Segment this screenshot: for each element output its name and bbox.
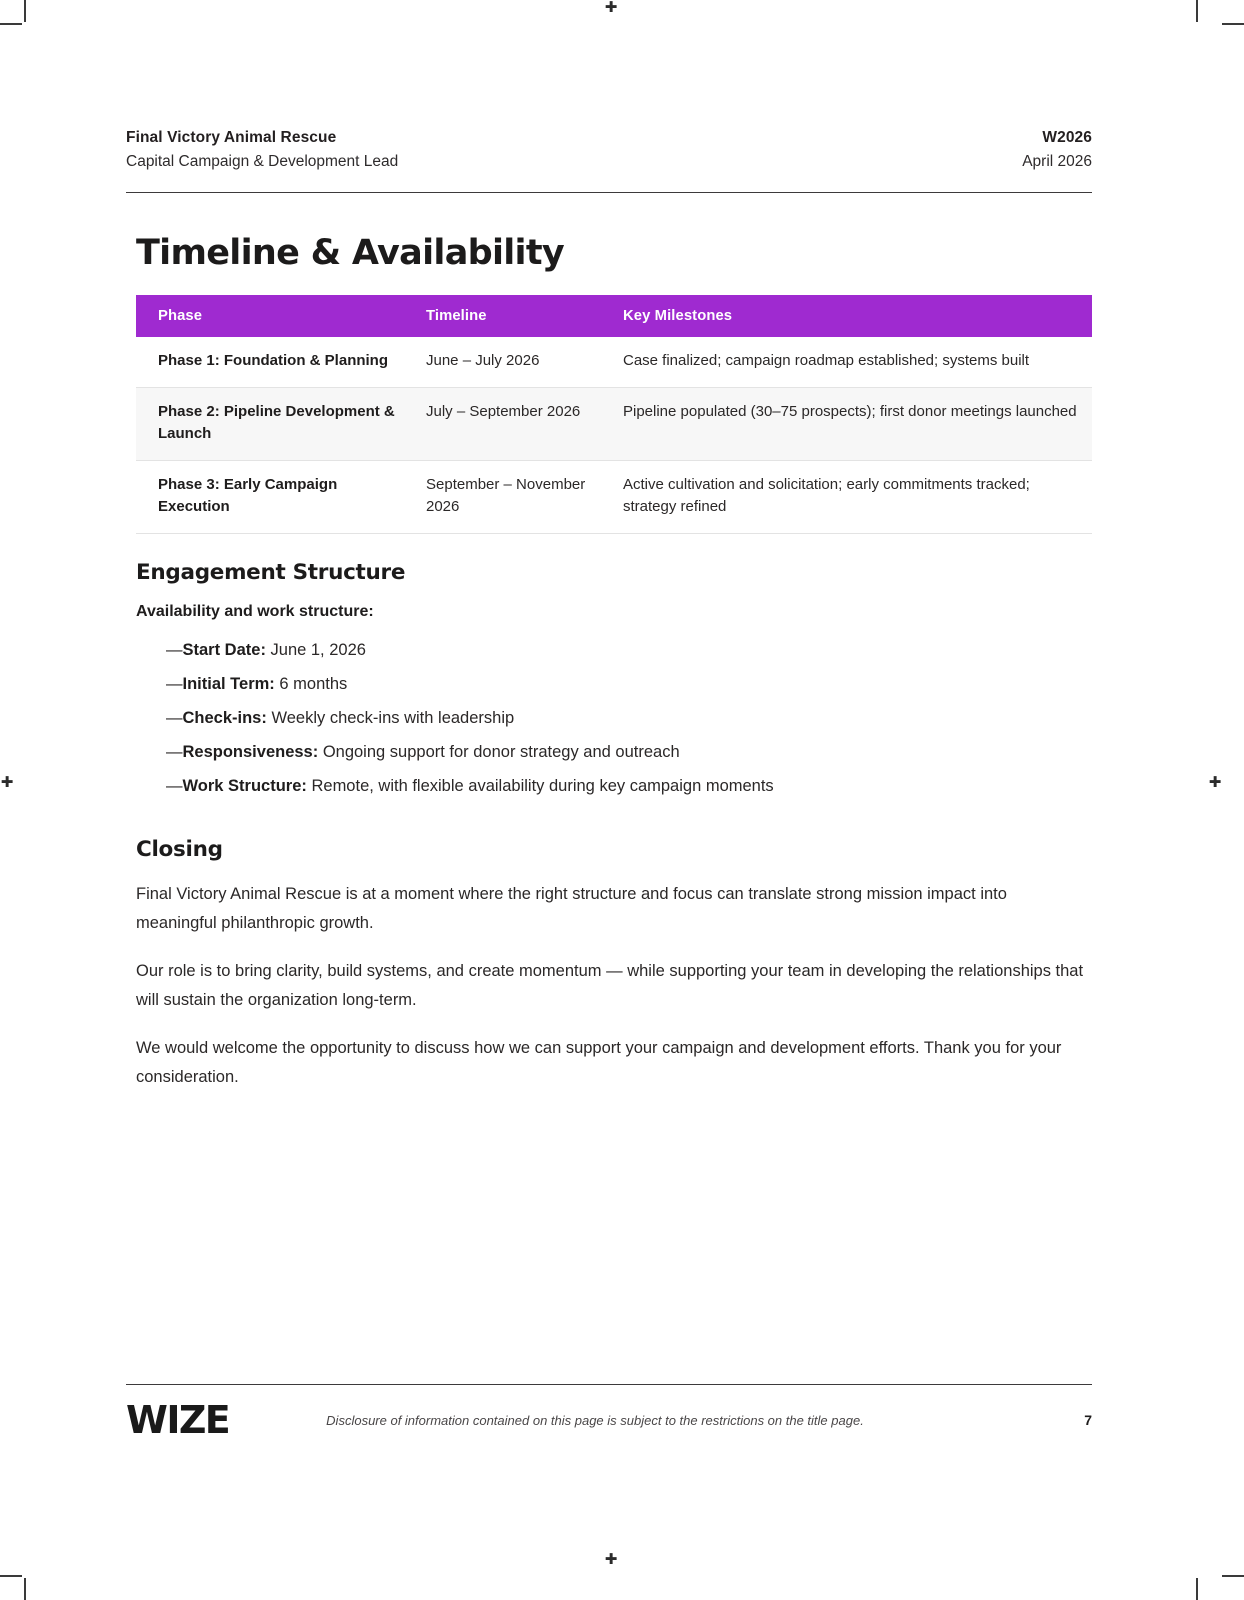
- crop-mark-top-left-horizontal: [0, 23, 22, 25]
- cell-milestones: Pipeline populated (30–75 prospects); first donor meetings launched: [623, 388, 1092, 461]
- page-footer: [126, 1384, 1092, 1442]
- cell-timeline: June – July 2026: [426, 337, 623, 388]
- engagement-role: Capital Campaign & Development Lead: [126, 153, 399, 170]
- table-header-row: [136, 295, 1092, 337]
- column-header-key-milestones: Key Milestones: [623, 295, 1092, 337]
- list-item-label: Work Structure:: [182, 777, 307, 795]
- list-item-value: Weekly check-ins with leadership: [266, 709, 515, 727]
- list-item-dash: —: [166, 743, 183, 761]
- table-row: [136, 461, 1092, 534]
- crop-mark-bottom-left-horizontal: [0, 1575, 22, 1577]
- running-header-left: [126, 126, 398, 174]
- list-item: [136, 633, 1092, 667]
- list-item-value: Ongoing support for donor strategy and outreach: [318, 743, 680, 761]
- column-header-timeline: Timeline: [426, 295, 623, 337]
- list-item-label: Check-ins:: [182, 709, 267, 727]
- closing-paragraph: Final Victory Animal Rescue is at a moment where the right structure and focus can translate strong mission impact into meaningful philanthropic growth.: [136, 885, 1007, 932]
- header-divider: [126, 192, 1092, 193]
- running-header-right: [1022, 126, 1092, 174]
- list-item-label: Start Date:: [182, 641, 266, 659]
- footer-disclosure-note: Disclosure of information contained on this page is subject to the restrictions on the title page.: [326, 1412, 864, 1428]
- list-item-label: Responsiveness:: [182, 743, 319, 761]
- timeline-table: [136, 295, 1092, 534]
- list-item-dash: —: [166, 641, 183, 659]
- list-item-label: Initial Term:: [182, 675, 275, 693]
- crop-mark-bottom-right-vertical: [1196, 1578, 1198, 1600]
- list-item: [136, 701, 1092, 735]
- cell-phase: Phase 1: Foundation & Planning: [136, 337, 426, 388]
- document-date: April 2026: [1022, 153, 1092, 170]
- wize-logo: WIZE: [126, 1398, 230, 1442]
- registration-mark-bottom: ✚: [604, 1550, 618, 1568]
- cell-timeline: July – September 2026: [426, 388, 623, 461]
- list-item-dash: —: [166, 709, 183, 727]
- table-row: [136, 388, 1092, 461]
- crop-mark-top-left-vertical: [24, 0, 26, 22]
- list-item-dash: —: [166, 675, 183, 693]
- client-organization-name: Final Victory Animal Rescue: [126, 129, 337, 146]
- page-title: Timeline & Availability: [136, 233, 564, 273]
- section-heading-closing: Closing: [136, 837, 223, 862]
- list-item: [136, 667, 1092, 701]
- registration-mark-left: ✚: [0, 773, 14, 791]
- crop-mark-top-right-vertical: [1196, 0, 1198, 22]
- list-item-value: Remote, with flexible availability during key campaign moments: [306, 777, 774, 795]
- crop-mark-bottom-left-vertical: [24, 1578, 26, 1600]
- cell-phase: Phase 2: Pipeline Development & Launch: [136, 388, 426, 461]
- document-code: W2026: [1042, 129, 1092, 146]
- column-header-phase: Phase: [136, 295, 426, 337]
- crop-mark-top-right-horizontal: [1222, 23, 1244, 25]
- list-item-value: 6 months: [274, 675, 348, 693]
- cell-milestones: Case finalized; campaign roadmap established; systems built: [623, 337, 1092, 388]
- list-item-dash: —: [166, 777, 183, 795]
- footer-divider: [126, 1384, 1092, 1385]
- cell-phase: Phase 3: Early Campaign Execution: [136, 461, 426, 534]
- cell-timeline: September – November 2026: [426, 461, 623, 534]
- page-number: 7: [1084, 1412, 1092, 1428]
- list-item: [136, 735, 1092, 769]
- closing-paragraph: Our role is to bring clarity, build systems, and create momentum — while supporting your team in developing the relationships that will sustain the organization long-term.: [136, 962, 1084, 1009]
- list-item: [136, 769, 1092, 803]
- table-row: [136, 337, 1092, 388]
- cell-milestones: Active cultivation and solicitation; early commitments tracked; strategy refined: [623, 461, 1092, 534]
- registration-mark-right: ✚: [1208, 773, 1222, 791]
- crop-mark-bottom-right-horizontal: [1222, 1575, 1244, 1577]
- engagement-list: [136, 633, 1092, 803]
- registration-mark-top: ✚: [604, 0, 618, 16]
- footer-row: [126, 1398, 1092, 1442]
- page-content: [126, 126, 1092, 1111]
- engagement-lead-in: Availability and work structure:: [136, 603, 374, 620]
- closing-paragraph: We would welcome the opportunity to discuss how we can support your campaign and development efforts. Thank you for your consideration.: [136, 1039, 1062, 1086]
- running-header: [126, 126, 1092, 174]
- list-item-value: June 1, 2026: [265, 641, 366, 659]
- section-heading-engagement-structure: Engagement Structure: [136, 560, 406, 585]
